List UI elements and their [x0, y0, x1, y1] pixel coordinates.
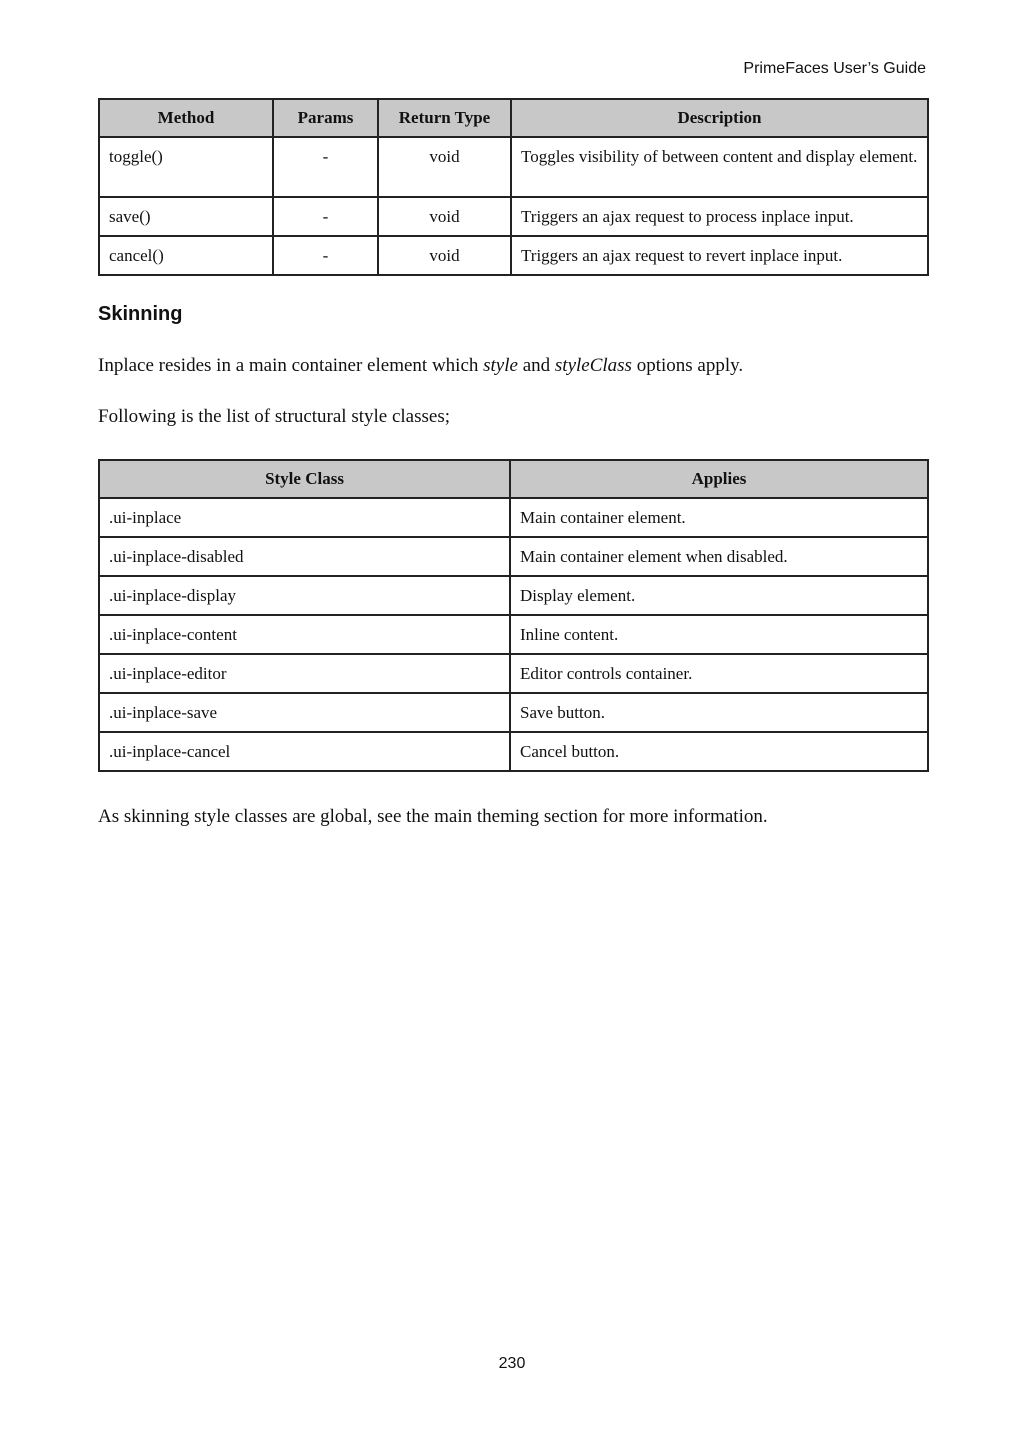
- table-row: [99, 654, 928, 693]
- column-header-params: Params: [273, 99, 378, 137]
- table-header-row: [99, 460, 928, 498]
- table-row: [99, 197, 928, 236]
- style-class-cell: .ui-inplace-content: [99, 615, 510, 654]
- params-cell: -: [273, 236, 378, 275]
- applies-cell: Display element.: [510, 576, 928, 615]
- return-type-cell: void: [378, 137, 511, 197]
- table-row: [99, 732, 928, 771]
- text-span: and: [517, 355, 555, 376]
- table-row: [99, 498, 928, 537]
- applies-cell: Main container element when disabled.: [510, 537, 928, 576]
- applies-cell: Cancel button.: [510, 732, 928, 771]
- style-class-cell: .ui-inplace-save: [99, 693, 510, 732]
- emphasis-styleclass: styleClass: [554, 355, 632, 376]
- style-class-cell: .ui-inplace-editor: [99, 654, 510, 693]
- method-cell: save(): [99, 197, 273, 236]
- method-cell: cancel(): [99, 236, 273, 275]
- style-class-cell: .ui-inplace-cancel: [99, 732, 510, 771]
- applies-cell: Save button.: [510, 693, 928, 732]
- column-header-applies: Applies: [510, 460, 928, 498]
- method-cell: toggle(): [99, 137, 273, 197]
- column-header-description: Description: [511, 99, 928, 137]
- description-cell: Triggers an ajax request to revert inplace input.: [511, 236, 928, 275]
- style-class-cell: .ui-inplace: [99, 498, 510, 537]
- params-cell: -: [273, 137, 378, 197]
- return-type-cell: void: [378, 197, 511, 236]
- style-class-cell: .ui-inplace-display: [99, 576, 510, 615]
- description-cell: Toggles visibility of between content and display element.: [511, 137, 928, 197]
- table-row: [99, 576, 928, 615]
- methods-table: [98, 98, 929, 276]
- column-header-return-type: Return Type: [378, 99, 511, 137]
- style-class-cell: .ui-inplace-disabled: [99, 537, 510, 576]
- running-header: PrimeFaces User’s Guide: [743, 60, 926, 77]
- params-cell: -: [273, 197, 378, 236]
- paragraph-theming-note: As skinning style classes are global, see the main theming section for more information.: [98, 806, 768, 827]
- description-cell: Triggers an ajax request to process inplace input.: [511, 197, 928, 236]
- table-header-row: [99, 99, 928, 137]
- paragraph-container-element: [98, 354, 743, 378]
- column-header-method: Method: [99, 99, 273, 137]
- table-row: [99, 693, 928, 732]
- column-header-style-class: Style Class: [99, 460, 510, 498]
- table-row: [99, 537, 928, 576]
- applies-cell: Main container element.: [510, 498, 928, 537]
- applies-cell: Editor controls container.: [510, 654, 928, 693]
- return-type-cell: void: [378, 236, 511, 275]
- page-number: 230: [498, 1355, 526, 1372]
- style-classes-table: [98, 459, 929, 772]
- paragraph-style-classes-intro: Following is the list of structural style classes;: [98, 406, 450, 427]
- section-heading-skinning: Skinning: [98, 303, 183, 325]
- text-span: Inplace resides in a main container element which: [98, 355, 484, 376]
- text-span: options apply.: [631, 355, 744, 376]
- table-row: [99, 236, 928, 275]
- emphasis-style: style: [483, 355, 518, 376]
- applies-cell: Inline content.: [510, 615, 928, 654]
- table-row: [99, 615, 928, 654]
- table-row: [99, 137, 928, 197]
